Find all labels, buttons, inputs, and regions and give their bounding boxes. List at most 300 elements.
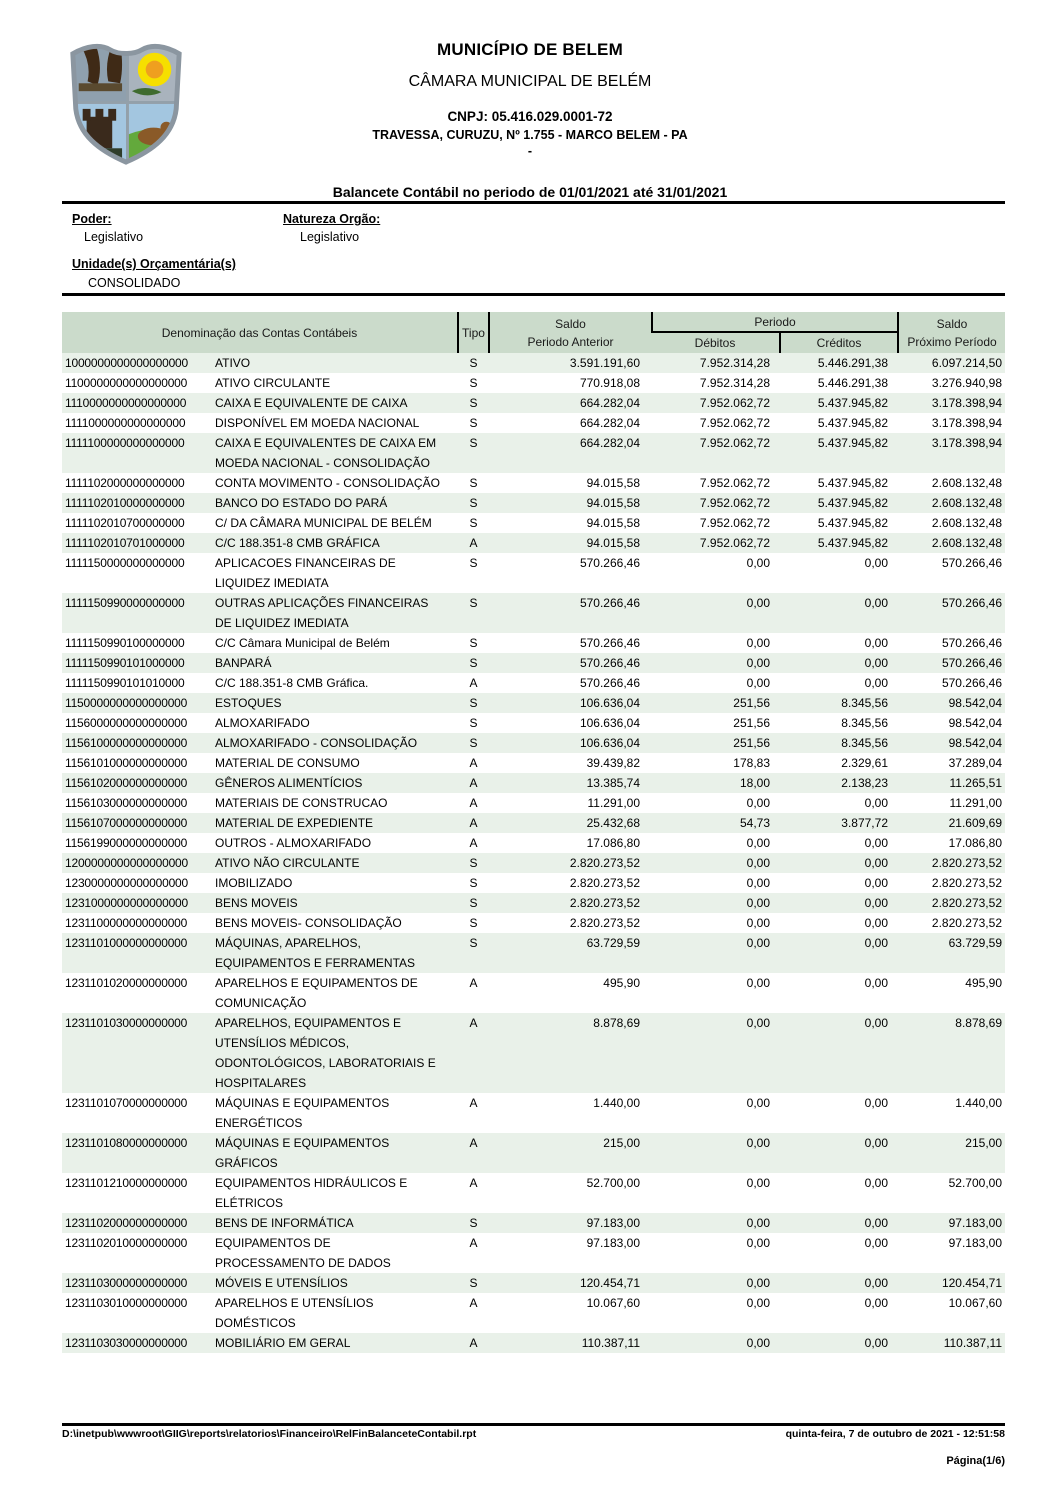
account-code: 1156000000000000000	[65, 716, 188, 730]
saldo-proximo-periodo: 495,90	[965, 976, 1002, 990]
saldo-proximo-periodo: 215,00	[965, 1136, 1002, 1150]
saldo-periodo-anterior: 8.878,69	[593, 1016, 640, 1030]
account-name: ATIVO CIRCULANTE	[215, 376, 331, 390]
table-row	[62, 793, 1005, 813]
creditos-value: 0,00	[864, 856, 888, 870]
account-type: A	[469, 536, 478, 550]
account-code: 1231100000000000000	[65, 916, 188, 930]
debitos-value: 0,00	[746, 1216, 770, 1230]
saldo-proximo-periodo: 570.266,46	[941, 556, 1002, 570]
debitos-value: 7.952.062,72	[699, 436, 770, 450]
debitos-value: 7.952.062,72	[699, 516, 770, 530]
saldo-proximo-periodo: 2.608.132,48	[931, 516, 1002, 530]
account-type: S	[469, 1276, 478, 1290]
table-row	[62, 493, 1005, 513]
divider-top	[62, 201, 1005, 204]
creditos-value: 0,00	[864, 636, 888, 650]
saldo-periodo-anterior: 2.820.273,52	[569, 916, 640, 930]
account-name: MATERIAIS DE CONSTRUCAO	[215, 796, 388, 810]
saldo-proximo-periodo: 570.266,46	[941, 656, 1002, 670]
saldo-proximo-periodo: 97.183,00	[948, 1236, 1002, 1250]
creditos-value: 0,00	[864, 916, 888, 930]
creditos-value: 0,00	[864, 976, 888, 990]
account-type: A	[469, 1016, 478, 1030]
account-name: APARELHOS E UTENSÍLIOS DOMÉSTICOS	[215, 1296, 374, 1330]
debitos-value: 0,00	[746, 976, 770, 990]
saldo-periodo-anterior: 120.454,71	[579, 1276, 640, 1290]
saldo-proximo-periodo: 120.454,71	[941, 1276, 1002, 1290]
saldo-periodo-anterior: 495,90	[603, 976, 640, 990]
account-type: A	[469, 776, 478, 790]
table-row	[62, 913, 1005, 933]
account-code: 1156107000000000000	[65, 816, 188, 830]
creditos-value: 8.345,56	[841, 716, 888, 730]
creditos-value: 0,00	[864, 676, 888, 690]
table-row	[62, 373, 1005, 393]
debitos-value: 7.952.062,72	[699, 416, 770, 430]
saldo-periodo-anterior: 3.591.191,60	[569, 356, 640, 370]
creditos-value: 2.138,23	[841, 776, 888, 790]
address-line: TRAVESSA, CURUZU, Nº 1.755 - MARCO BELEM - PA	[372, 128, 688, 142]
account-type: S	[469, 476, 478, 490]
account-code: 1231103000000000000	[65, 1276, 188, 1290]
account-type: S	[469, 896, 478, 910]
creditos-value: 0,00	[864, 896, 888, 910]
saldo-periodo-anterior: 664.282,04	[579, 416, 640, 430]
creditos-value: 8.345,56	[841, 736, 888, 750]
account-type: A	[469, 1096, 478, 1110]
account-name: ATIVO	[215, 356, 251, 370]
debitos-value: 251,56	[733, 716, 770, 730]
saldo-proximo-periodo: 97.183,00	[948, 1216, 1002, 1230]
account-type: A	[469, 1296, 478, 1310]
account-code: 1111102010701000000	[65, 536, 185, 550]
table-row	[62, 873, 1005, 893]
account-name: BENS DE INFORMÁTICA	[215, 1216, 354, 1230]
creditos-value: 0,00	[864, 836, 888, 850]
account-type: S	[469, 496, 478, 510]
account-code: 1231101000000000000	[65, 936, 188, 950]
saldo-periodo-anterior: 25.432,68	[586, 816, 640, 830]
col-header-saldo-anterior	[490, 312, 651, 353]
account-type: S	[469, 556, 478, 570]
report-title: Balancete Contábil no periodo de 01/01/2021 até 31/01/2021	[332, 184, 728, 200]
account-type: S	[469, 396, 478, 410]
saldo-proximo-periodo: 570.266,46	[941, 636, 1002, 650]
debitos-value: 0,00	[746, 1176, 770, 1190]
saldo-proximo-periodo: 2.820.273,52	[931, 856, 1002, 870]
debitos-value: 0,00	[746, 1136, 770, 1150]
debitos-value: 0,00	[746, 796, 770, 810]
debitos-value: 0,00	[746, 636, 770, 650]
account-code: 1156101000000000000	[65, 756, 188, 770]
creditos-value: 5.437.945,82	[817, 416, 888, 430]
saldo-periodo-anterior: 11.291,00	[587, 796, 640, 810]
table-row	[62, 353, 1005, 373]
account-name: APARELHOS, EQUIPAMENTOS E UTENSÍLIOS MÉDICOS, ODONTOLÓGICOS, LABORATORIAIS E HOSPITALARES	[215, 1016, 436, 1090]
saldo-periodo-anterior: 570.266,46	[579, 636, 640, 650]
account-code: 1231102010000000000	[65, 1236, 188, 1250]
saldo-periodo-anterior: 570.266,46	[579, 656, 640, 670]
debitos-value: 7.952.062,72	[699, 476, 770, 490]
natureza-orgao-label: Natureza Orgão:	[283, 212, 381, 226]
account-code: 1231101020000000000	[65, 976, 188, 990]
account-code: 1231101030000000000	[65, 1016, 188, 1030]
account-type: A	[469, 1136, 478, 1150]
table-row	[62, 813, 1005, 833]
saldo-proximo-periodo: 17.086,80	[948, 836, 1002, 850]
table-row	[62, 833, 1005, 853]
account-type: A	[469, 796, 478, 810]
account-type: A	[469, 836, 478, 850]
account-name: MÁQUINAS E EQUIPAMENTOS GRÁFICOS	[215, 1136, 390, 1170]
account-type: S	[469, 1216, 478, 1230]
table-row	[62, 673, 1005, 693]
account-name: C/C 188.351-8 CMB Gráfica.	[215, 676, 369, 690]
account-type: S	[469, 716, 478, 730]
table-row	[62, 1133, 1005, 1173]
account-type: S	[469, 916, 478, 930]
account-name: ALMOXARIFADO	[215, 716, 310, 730]
creditos-value: 3.877,72	[841, 816, 888, 830]
creditos-value: 0,00	[864, 936, 888, 950]
account-code: 1100000000000000000	[65, 376, 188, 390]
account-type: A	[469, 1176, 478, 1190]
account-name: EQUIPAMENTOS DE PROCESSAMENTO DE DADOS	[215, 1236, 391, 1270]
account-code: 1111150000000000000	[65, 556, 185, 570]
saldo-periodo-anterior: 664.282,04	[579, 436, 640, 450]
table-row	[62, 553, 1005, 593]
account-name: MATERIAL DE CONSUMO	[215, 756, 360, 770]
account-code: 1111150990101000000	[65, 656, 185, 670]
creditos-value: 0,00	[864, 1016, 888, 1030]
saldo-proximo-periodo: 11.265,51	[949, 776, 1002, 790]
account-name: C/ DA CÂMARA MUNICIPAL DE BELÉM	[215, 516, 432, 530]
col-header-saldo-anterior-l1: Saldo	[555, 316, 586, 331]
saldo-proximo-periodo: 52.700,00	[948, 1176, 1002, 1190]
col-header-creditos: Créditos	[779, 333, 897, 353]
account-type: S	[469, 416, 478, 430]
saldo-proximo-periodo: 98.542,04	[948, 736, 1002, 750]
saldo-proximo-periodo: 8.878,69	[955, 1016, 1002, 1030]
saldo-periodo-anterior: 106.636,04	[579, 736, 640, 750]
creditos-value: 8.345,56	[841, 696, 888, 710]
saldo-proximo-periodo: 2.820.273,52	[931, 896, 1002, 910]
creditos-value: 0,00	[864, 656, 888, 670]
saldo-periodo-anterior: 106.636,04	[579, 696, 640, 710]
creditos-value: 0,00	[864, 1236, 888, 1250]
saldo-periodo-anterior: 39.439,82	[586, 756, 640, 770]
account-code: 1111150990100000000	[65, 636, 185, 650]
cnpj-line: CNPJ: 05.416.029.0001-72	[447, 109, 613, 124]
saldo-proximo-periodo: 570.266,46	[941, 596, 1002, 610]
account-name: APARELHOS E EQUIPAMENTOS DE COMUNICAÇÃO	[215, 976, 418, 1010]
account-code: 1231101080000000000	[65, 1136, 188, 1150]
footer-report-path: D:\inetpub\wwwroot\GIIG\reports\relatorios\Financeiro\RelFinBalanceteContabil.rpt	[62, 1428, 477, 1440]
account-type: S	[469, 356, 478, 370]
document-header	[150, 40, 910, 200]
account-name: CAIXA E EQUIVALENTES DE CAIXA EM MOEDA NACIONAL - CONSOLIDAÇÃO	[215, 436, 437, 470]
saldo-proximo-periodo: 2.820.273,52	[931, 916, 1002, 930]
saldo-proximo-periodo: 3.178.398,94	[931, 436, 1002, 450]
saldo-proximo-periodo: 10.067,60	[948, 1296, 1002, 1310]
account-type: A	[469, 976, 478, 990]
saldo-proximo-periodo: 3.178.398,94	[931, 416, 1002, 430]
saldo-proximo-periodo: 110.387,11	[943, 1336, 1002, 1350]
saldo-proximo-periodo: 2.820.273,52	[931, 876, 1002, 890]
table-row	[62, 1333, 1005, 1353]
table-row	[62, 713, 1005, 733]
account-type: S	[469, 376, 478, 390]
account-code: 1200000000000000000	[65, 856, 189, 870]
saldo-proximo-periodo: 98.542,04	[948, 696, 1002, 710]
debitos-value: 0,00	[746, 1096, 770, 1110]
table-row	[62, 593, 1005, 633]
poder-value: Legislativo	[84, 230, 144, 244]
account-code: 1111150990101010000	[65, 676, 185, 690]
account-code: 1231000000000000000	[65, 896, 189, 910]
creditos-value: 0,00	[864, 1276, 888, 1290]
saldo-periodo-anterior: 94.015,58	[586, 496, 640, 510]
municipality-title: MUNICÍPIO DE BELEM	[437, 40, 623, 59]
table-row	[62, 753, 1005, 773]
footer-datetime: quinta-feira, 7 de outubro de 2021 - 12:51:58	[785, 1428, 1005, 1440]
account-name: GÊNEROS ALIMENTÍCIOS	[215, 776, 363, 790]
address-line-2: -	[527, 144, 533, 158]
account-type: A	[469, 1236, 478, 1250]
debitos-value: 0,00	[746, 916, 770, 930]
debitos-value: 0,00	[746, 656, 770, 670]
account-code: 1000000000000000000	[65, 356, 189, 370]
saldo-periodo-anterior: 570.266,46	[579, 676, 640, 690]
table-row	[62, 1213, 1005, 1233]
saldo-periodo-anterior: 110.387,11	[581, 1336, 640, 1350]
creditos-value: 5.437.945,82	[817, 496, 888, 510]
account-name: BENS MOVEIS- CONSOLIDAÇÃO	[215, 916, 402, 930]
debitos-value: 178,83	[733, 756, 770, 770]
debitos-value: 0,00	[746, 856, 770, 870]
saldo-periodo-anterior: 570.266,46	[579, 596, 640, 610]
debitos-value: 0,00	[746, 1296, 770, 1310]
account-name: MOBILIÁRIO EM GERAL	[215, 1336, 351, 1350]
table-header	[62, 312, 1005, 353]
debitos-value: 7.952.062,72	[699, 396, 770, 410]
creditos-value: 0,00	[864, 1296, 888, 1310]
saldo-proximo-periodo: 2.608.132,48	[931, 476, 1002, 490]
account-name: MÓVEIS E UTENSÍLIOS	[215, 1276, 348, 1290]
table-row	[62, 473, 1005, 493]
debitos-value: 0,00	[746, 676, 770, 690]
saldo-proximo-periodo: 6.097.214,50	[931, 356, 1002, 370]
col-header-saldo-proximo-l2: Próximo Período	[907, 334, 997, 349]
saldo-periodo-anterior: 106.636,04	[579, 716, 640, 730]
creditos-value: 2.329,61	[841, 756, 888, 770]
creditos-value: 0,00	[864, 1216, 888, 1230]
table-row	[62, 1293, 1005, 1333]
debitos-value: 0,00	[746, 1236, 770, 1250]
account-name: OUTROS - ALMOXARIFADO	[215, 836, 372, 850]
account-code: 1150000000000000000	[65, 696, 188, 710]
col-header-saldo-proximo	[897, 312, 1005, 353]
account-code: 1156103000000000000	[65, 796, 188, 810]
saldo-periodo-anterior: 2.820.273,52	[569, 876, 640, 890]
account-type: S	[469, 436, 478, 450]
debitos-value: 0,00	[746, 1016, 770, 1030]
table-row	[62, 1093, 1005, 1133]
saldo-periodo-anterior: 97.183,00	[586, 1236, 640, 1250]
saldo-proximo-periodo: 3.178.398,94	[931, 396, 1002, 410]
account-type: S	[469, 936, 478, 950]
table-row	[62, 973, 1005, 1013]
saldo-proximo-periodo: 2.608.132,48	[931, 536, 1002, 550]
account-name: ESTOQUES	[215, 696, 282, 710]
natureza-orgao-value: Legislativo	[300, 230, 360, 244]
account-code: 1156100000000000000	[65, 736, 188, 750]
account-name: MÁQUINAS, APARELHOS, EQUIPAMENTOS E FERRAMENTAS	[215, 936, 416, 970]
table-row	[62, 653, 1005, 673]
account-name: C/C Câmara Municipal de Belém	[215, 636, 390, 650]
account-code: 1111102010000000000	[65, 496, 185, 510]
saldo-periodo-anterior: 2.820.273,52	[569, 896, 640, 910]
saldo-periodo-anterior: 2.820.273,52	[569, 856, 640, 870]
creditos-value: 0,00	[864, 1136, 888, 1150]
saldo-proximo-periodo: 63.729,59	[948, 936, 1002, 950]
table-row	[62, 1013, 1005, 1093]
debitos-value: 251,56	[733, 696, 770, 710]
table-row	[62, 393, 1005, 413]
account-name: CAIXA E EQUIVALENTE DE CAIXA	[215, 396, 408, 410]
account-code: 1156199000000000000	[65, 836, 188, 850]
saldo-periodo-anterior: 94.015,58	[586, 476, 640, 490]
table-row	[62, 1233, 1005, 1273]
table-row	[62, 633, 1005, 653]
creditos-value: 0,00	[864, 1096, 888, 1110]
saldo-proximo-periodo: 11.291,00	[949, 796, 1002, 810]
account-name: ALMOXARIFADO - CONSOLIDAÇÃO	[215, 736, 418, 750]
account-type: A	[469, 816, 478, 830]
table-row	[62, 893, 1005, 913]
account-name: APLICACOES FINANCEIRAS DE LIQUIDEZ IMEDIATA	[215, 556, 396, 590]
debitos-value: 7.952.062,72	[699, 536, 770, 550]
account-name: C/C 188.351-8 CMB GRÁFICA	[215, 536, 380, 550]
saldo-periodo-anterior: 94.015,58	[586, 536, 640, 550]
creditos-value: 5.446.291,38	[817, 376, 888, 390]
account-name: BENS MOVEIS	[215, 896, 298, 910]
account-type: S	[469, 856, 478, 870]
account-type: S	[469, 636, 478, 650]
account-type: S	[469, 736, 478, 750]
organization-title: CÂMARA MUNICIPAL DE BELÉM	[408, 73, 652, 90]
saldo-proximo-periodo: 570.266,46	[941, 676, 1002, 690]
debitos-value: 0,00	[746, 556, 770, 570]
saldo-periodo-anterior: 10.067,60	[586, 1296, 640, 1310]
creditos-value: 0,00	[864, 876, 888, 890]
table-row	[62, 933, 1005, 973]
creditos-value: 0,00	[864, 1336, 888, 1350]
col-header-tipo: Tipo	[457, 312, 490, 353]
account-type: A	[469, 756, 478, 770]
account-code: 1111100000000000000	[65, 436, 185, 450]
debitos-value: 0,00	[746, 896, 770, 910]
account-name: DISPONÍVEL EM MOEDA NACIONAL	[215, 416, 420, 430]
account-name: OUTRAS APLICAÇÕES FINANCEIRAS DE LIQUIDEZ IMEDIATA	[215, 596, 429, 630]
col-header-saldo-proximo-l1: Saldo	[936, 316, 968, 331]
col-header-periodo-group: Periodo	[651, 312, 897, 333]
table-row	[62, 773, 1005, 793]
creditos-value: 5.437.945,82	[817, 516, 888, 530]
account-name: ATIVO NÃO CIRCULANTE	[215, 856, 360, 870]
account-name: CONTA MOVIMENTO - CONSOLIDAÇÃO	[215, 476, 440, 490]
debitos-value: 7.952.062,72	[699, 496, 770, 510]
creditos-value: 5.437.945,82	[817, 396, 888, 410]
col-header-debitos: Débitos	[694, 336, 736, 350]
creditos-value: 5.437.945,82	[817, 436, 888, 450]
table-row	[62, 733, 1005, 753]
saldo-proximo-periodo: 98.542,04	[948, 716, 1002, 730]
debitos-value: 251,56	[733, 736, 770, 750]
unidade-orcamentaria-value: CONSOLIDADO	[88, 276, 181, 290]
account-name: BANPARÁ	[215, 656, 272, 670]
account-code: 1230000000000000000	[65, 876, 189, 890]
debitos-value: 7.952.314,28	[699, 376, 770, 390]
account-name: IMOBILIZADO	[215, 876, 293, 890]
debitos-value: 0,00	[746, 596, 770, 610]
saldo-periodo-anterior: 215,00	[603, 1136, 640, 1150]
table-body	[62, 353, 1005, 1353]
account-code: 1111102000000000000	[65, 476, 185, 490]
account-name: EQUIPAMENTOS HIDRÁULICOS E ELÉTRICOS	[215, 1176, 408, 1210]
footer-page-number: Página(1/6)	[946, 1455, 1005, 1467]
table-row	[62, 413, 1005, 433]
divider-footer	[62, 1423, 1005, 1426]
account-code: 1111102010700000000	[65, 516, 185, 530]
account-name: MÁQUINAS E EQUIPAMENTOS ENERGÉTICOS	[215, 1096, 390, 1130]
account-type: A	[469, 676, 478, 690]
debitos-value: 0,00	[746, 936, 770, 950]
saldo-periodo-anterior: 17.086,80	[586, 836, 640, 850]
table-row	[62, 1173, 1005, 1213]
saldo-proximo-periodo: 2.608.132,48	[931, 496, 1002, 510]
debitos-value: 18,00	[739, 776, 770, 790]
account-code: 1231103030000000000	[65, 1336, 188, 1350]
saldo-proximo-periodo: 3.276.940,98	[931, 376, 1002, 390]
debitos-value: 54,73	[739, 816, 770, 830]
saldo-periodo-anterior: 664.282,04	[579, 396, 640, 410]
unidade-orcamentaria-label: Unidade(s) Orçamentária(s)	[72, 257, 236, 271]
saldo-periodo-anterior: 1.440,00	[593, 1096, 640, 1110]
account-type: A	[469, 1336, 478, 1350]
poder-label: Poder:	[72, 212, 112, 226]
debitos-value: 7.952.314,28	[699, 356, 770, 370]
table-row	[62, 513, 1005, 533]
table-row	[62, 533, 1005, 553]
account-type: S	[469, 696, 478, 710]
account-code: 1231101210000000000	[65, 1176, 188, 1190]
creditos-value: 0,00	[864, 596, 888, 610]
saldo-periodo-anterior: 63.729,59	[586, 936, 640, 950]
debitos-value: 0,00	[746, 1276, 770, 1290]
table-row	[62, 1273, 1005, 1293]
saldo-periodo-anterior: 13.385,74	[586, 776, 640, 790]
divider-info	[62, 293, 1005, 296]
debitos-value: 0,00	[746, 876, 770, 890]
creditos-value: 0,00	[864, 556, 888, 570]
account-code: 1111150990000000000	[65, 596, 185, 610]
table-row	[62, 693, 1005, 713]
saldo-periodo-anterior: 52.700,00	[586, 1176, 640, 1190]
account-code: 1231102000000000000	[65, 1216, 188, 1230]
debitos-value: 0,00	[746, 1336, 770, 1350]
